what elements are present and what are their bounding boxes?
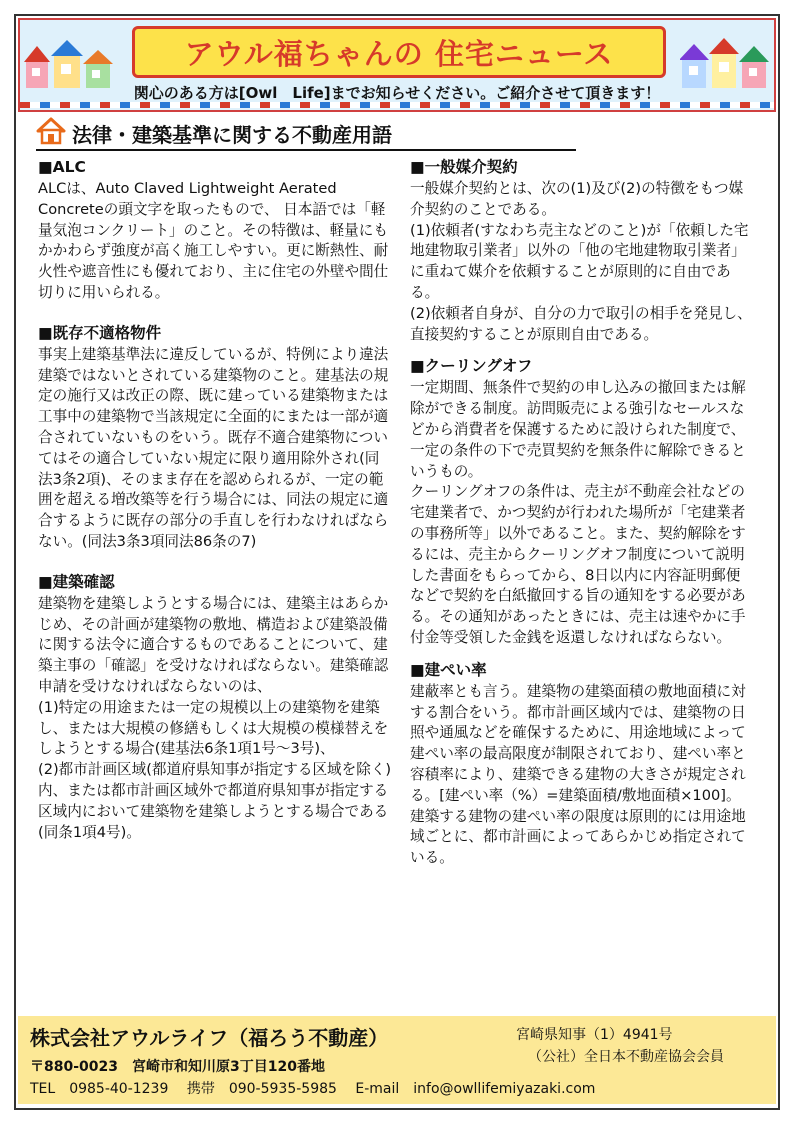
decorative-stripe [20, 102, 774, 108]
term-body: 建蔽率とも言う。建築物の建築面積の敷地面積に対する割合をいう。都市計画区域内では、建築物の日照や通風などを確保するために、用途地域によって建ぺい率の最高限度が制限されており、建ぺい率と容積率により、建築できる建物の大きさが規定される。[建ぺい率（%）=建築面積/敷地面積×100]。建築する建物の建ぺい率の限度は原則的には用途地域ごとに、都市計画によってあらかじめ指定されている。 [410, 682, 746, 867]
term-body: 建築物を建築しようとする場合には、建築主はあらかじめ、その計画が建築物の敷地、構造および建築設備に関する法令に適合するものであることについて、建築主事の「確認」を受けなければならない。建築確認申請を受けなければならないのは、 (1)特定の用途または一定の規模以上の建築物を建築し、または大規模の修繕もしくは大規模の模様替えをしようとする場合(建基法6条1項1号～3号)、 (2)都市計画区域(都道府県知事が指定する区域を除く)内、または都市計画区域外で都道府県知事が指定する区域内において建築物を建築しようとする場合である(同条1項4号)。 [38, 594, 392, 841]
term-heading: ■ALC [38, 158, 86, 176]
term-building-coverage [410, 659, 754, 869]
section-underline [36, 149, 576, 151]
section-title: 法律・建築基準に関する不動産用語 [72, 123, 392, 147]
term-body: ALCは、Auto Claved Lightweight Aerated Concreteの頭文字を取ったもので、 日本語では「軽量気泡コンクリート」のこと。その特徴は、軽量にもかかわらず強度が高く施工しやすい。更に断熱性、耐火性や遮音性にも優れており、主に住宅の外壁や間仕切りに用いられる。 [38, 180, 389, 301]
term-heading: ■クーリングオフ [410, 357, 533, 376]
mobile-number: 携帯 090-5935-5985 [186, 1081, 337, 1097]
term-alc [38, 156, 392, 304]
right-column [410, 156, 754, 879]
license-number: 宮崎県知事（1）4941号 [516, 1027, 673, 1043]
association-membership: （公社）全日本不動産協会会員 [528, 1049, 724, 1065]
houses-illustration-right [680, 36, 770, 88]
header-banner [18, 18, 776, 112]
newsletter-subtitle: 関心のある方は[Owl Life]までお知らせください。ご紹介させて頂きます！ [133, 84, 661, 102]
term-body: 一般媒介契約とは、次の(1)及び(2)の特徴をもつ媒介契約のことである。 (1)依頼者(すなわち売主などのこと)が「依頼した宅地建物取引業者」以外の「他の宅地建物取引業者」に重ねて媒介を依頼することが原則的に自由である。 (2)依頼者自身が、自分の力で取引の相手を発見し、直接契約することが原則自由である。 [410, 180, 752, 343]
term-building-confirmation [38, 571, 392, 844]
house-icon [36, 116, 66, 146]
phone-number: TEL 0985-40-1239 [30, 1081, 169, 1097]
company-name: 株式会社アウルライフ（福ろう不動産） [30, 1026, 389, 1050]
section-heading [36, 116, 576, 148]
term-existing-nonconforming [38, 322, 392, 553]
company-footer [18, 1016, 776, 1104]
houses-illustration-left [24, 36, 114, 88]
term-general-brokerage [410, 156, 754, 345]
term-body: 一定期間、無条件で契約の申し込みの撤回または解除ができる制度。訪問販売による強引なセールスなどから消費者を保護するために設けられた制度で、一定の条件の下で売買契約を無条件に解除できるというもの。 クーリングオフの条件は、売主が不動産会社などの宅建業者で、かつ契約が行われた場所が「宅建業者の事務所等」以外であること。また、契約解除をするには、売主からクーリングオフ制度について説明した書面をもらってから、8日以内に内容証明郵便などで契約を白紙撤回する旨の通知をする必要がある。その通知があったときには、売主は速やかに手付金等受領した金銭を返還しなければならない。 [410, 379, 746, 646]
term-heading: ■建ぺい率 [410, 660, 487, 679]
company-address: 〒880-0023 宮崎市和知川原3丁目120番地 [30, 1059, 325, 1075]
term-cooling-off [410, 355, 754, 648]
newsletter-title: アウル福ちゃんの 住宅ニュース [184, 36, 614, 71]
contact-line [30, 1078, 609, 1098]
term-heading: ■既存不適格物件 [38, 323, 162, 342]
term-body: 事実上建築基準法に違反しているが、特例により違法建築ではないとされている建築物のこと。建基法の規定の施行又は改正の際、既に建っている建築物または工事中の建築物で当該規定に全面的にまたは一部が適合されていないものをいう。既存不適合建築物についてはその適合していない規定に限り適用除外され(同法3条2項)、そのまま存在を認められるが、一定の範囲を超える増改築等を行う場合には、同法の規定に適合するように既存の部分の手直しを行わなければならない。(同法3条3項同法86条の7) [38, 345, 389, 550]
newsletter-title-box [132, 26, 666, 78]
left-column [38, 156, 392, 853]
term-heading: ■一般媒介契約 [410, 158, 518, 176]
email-address: E-mail info@owllifemiyazaki.com [355, 1081, 596, 1097]
term-heading: ■建築確認 [38, 572, 115, 591]
